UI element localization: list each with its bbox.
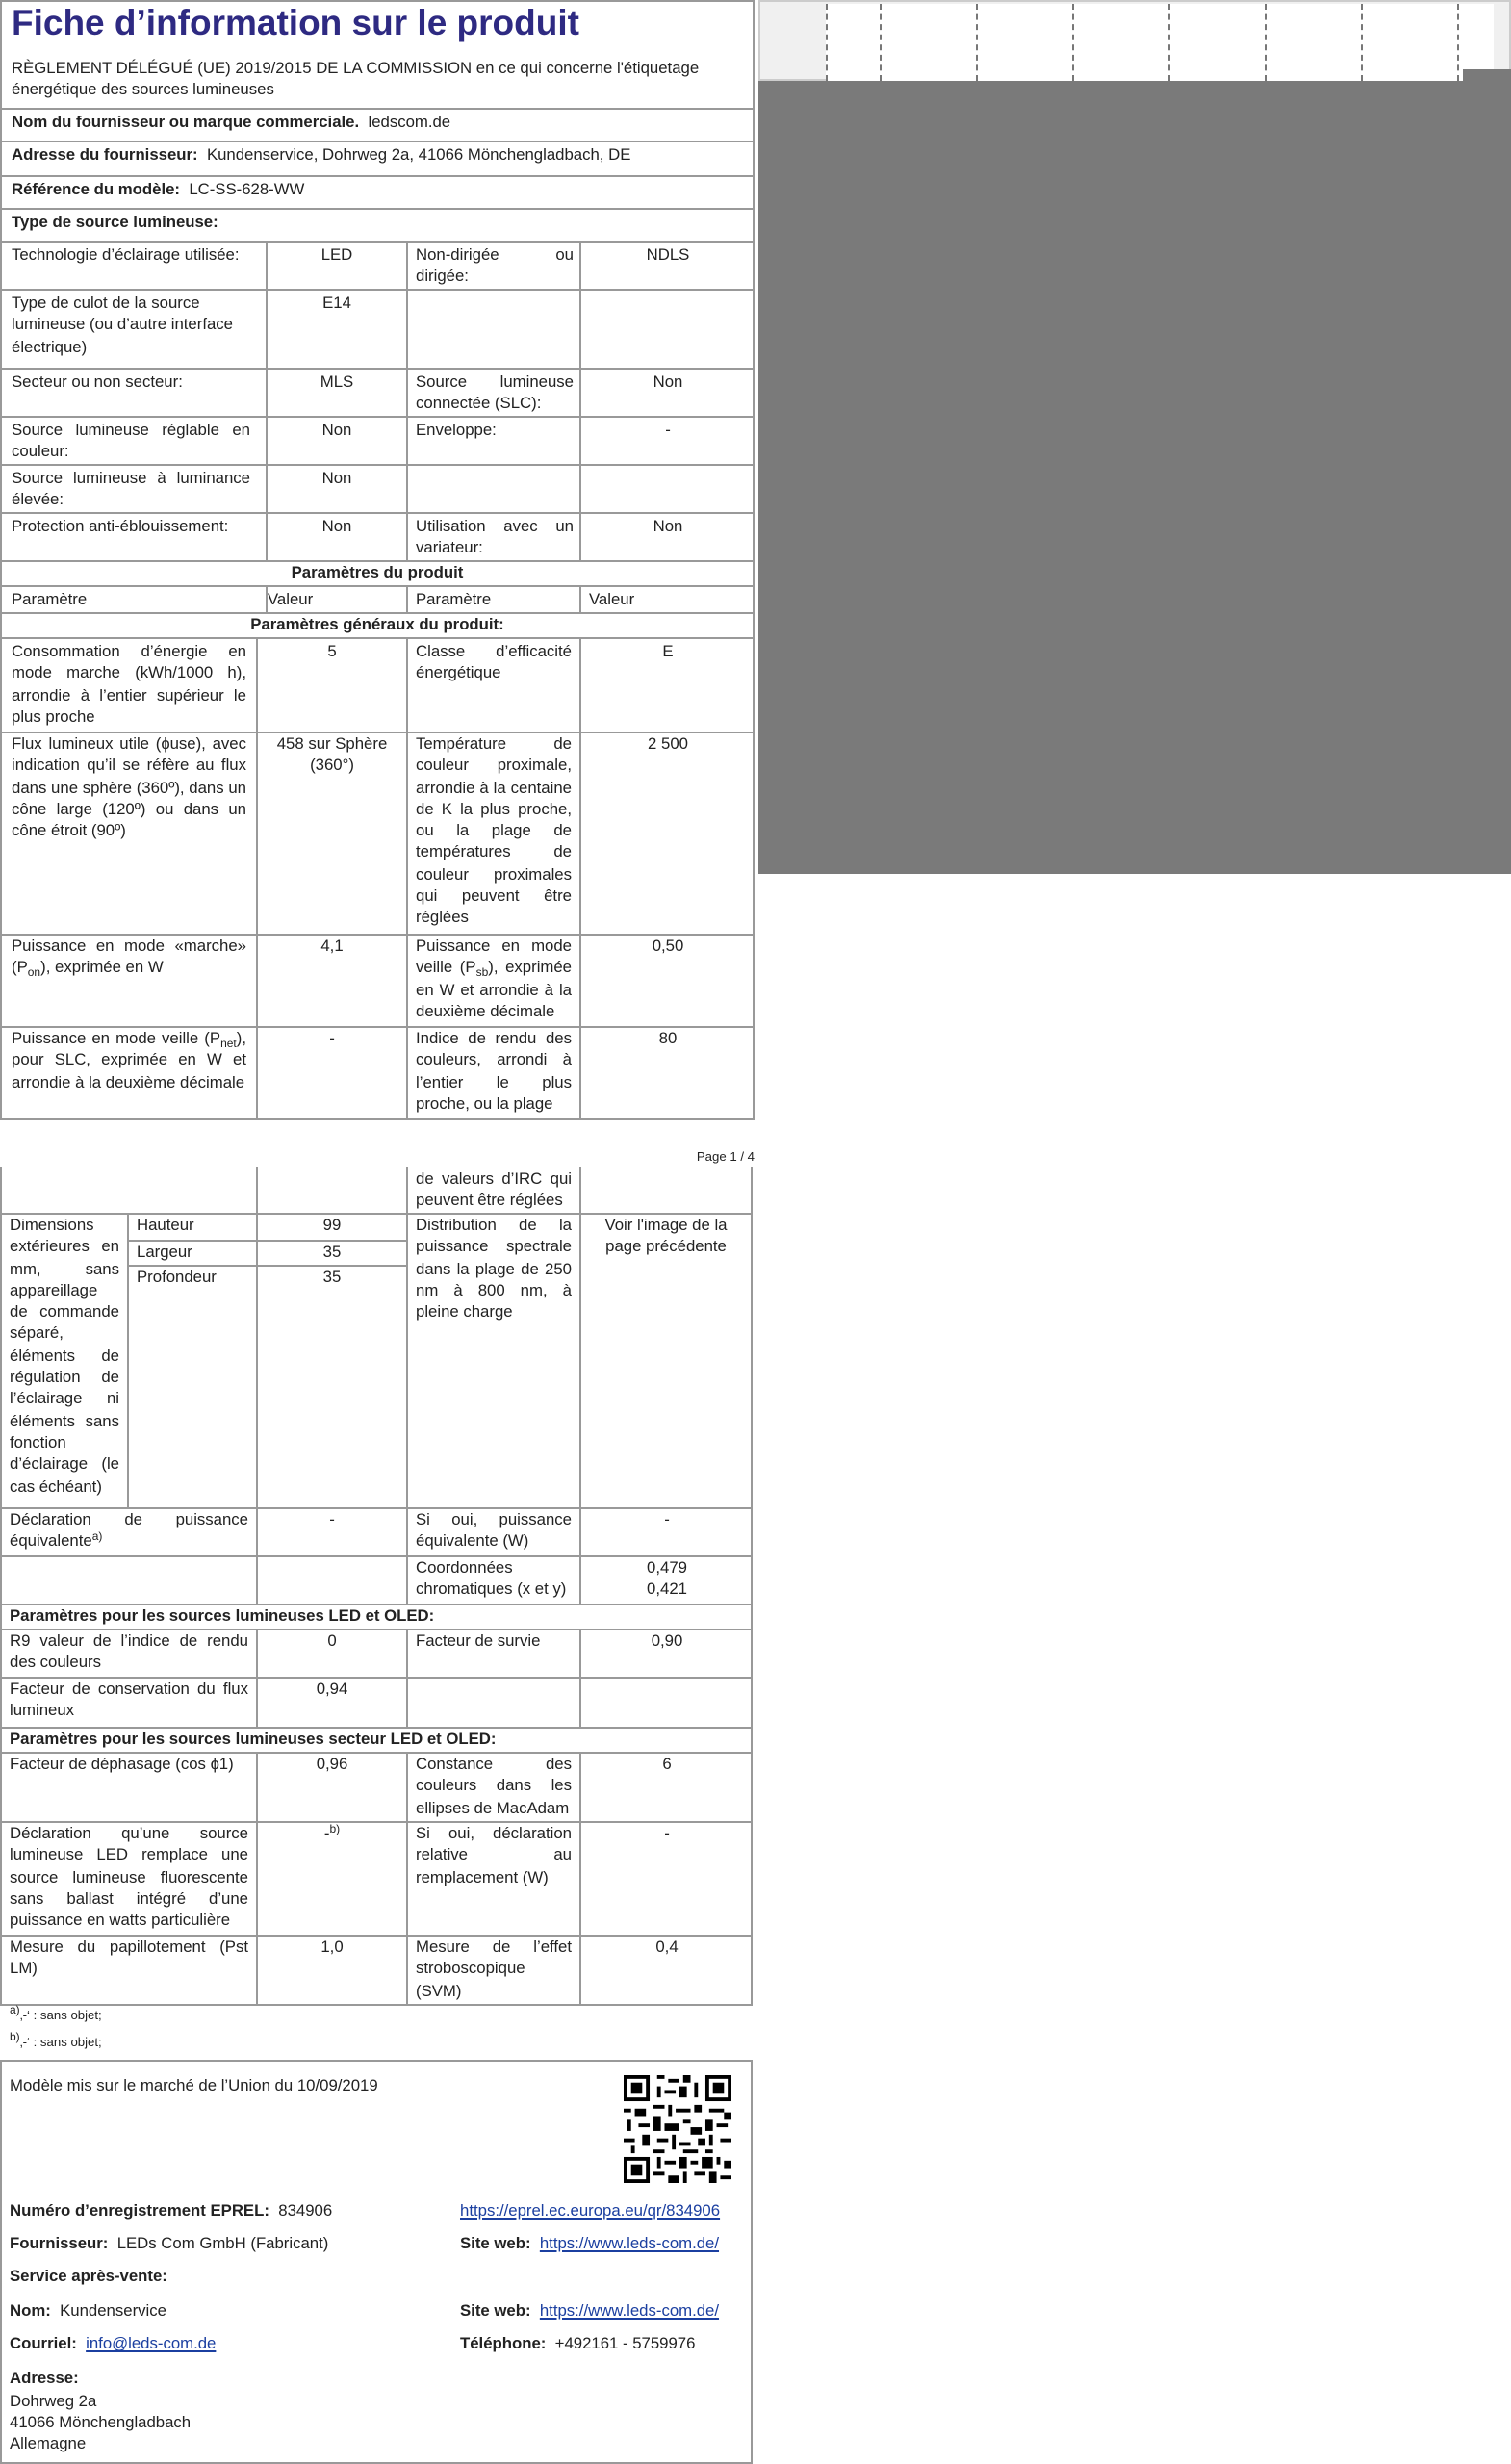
- chroma-label: Coordonnées chromatiques (x et y): [416, 1557, 567, 1599]
- tech-label: Technologie d’éclairage utilisée:: [12, 244, 240, 264]
- replace-if-value: -: [664, 1823, 670, 1842]
- macadam-value: 6: [662, 1754, 672, 1773]
- on-power-label: Puissance en mode «marche» $(P_{on})$, exprimée en W: [12, 936, 246, 981]
- general-params-heading: Paramètres généraux du produit:: [250, 614, 504, 633]
- phone-row: Téléphone: +492161 - 5759976: [460, 2333, 696, 2352]
- maintenance-value: 0,94: [316, 1679, 348, 1698]
- replace-if-label: Si oui, déclaration relative au remplacement (W): [416, 1823, 572, 1886]
- equivalent-if-yes-label: Si oui, puissance équivalente (W): [416, 1509, 572, 1551]
- cct-label: Température de couleur proximale, arrondie à la centaine de K la plus proche, ou la plage de températures de couleur proximales qui peuvent être réglées: [416, 733, 572, 927]
- replace-value: -$^{b)}$: [323, 1823, 341, 1842]
- address-line-1: Dohrweg 2a: [10, 2391, 97, 2410]
- standby-label: Puissance en mode veille $(P_{sb})$, exprimée en W et arrondie à la deuxième décimale: [416, 936, 572, 1020]
- cri-label-part2: de valeurs d’IRC qui peuvent être réglées: [416, 1168, 572, 1210]
- email-link[interactable]: info@leds-com.de: [86, 2333, 217, 2352]
- cap-value: E14: [322, 293, 351, 312]
- stroboscopic-value: 0,4: [655, 1937, 679, 1956]
- colour-tunable-value: Non: [321, 420, 352, 439]
- anti-glare-value: Non: [321, 516, 352, 535]
- spectrum-grid-area: [826, 4, 1494, 81]
- standby-value: 0,50: [652, 936, 684, 955]
- model-reference-row: Référence du modèle: LC-SS-628-WW: [12, 179, 305, 198]
- equivalent-if-yes-value: -: [664, 1509, 670, 1528]
- col-param-2: Paramètre: [416, 589, 492, 608]
- qr-code-icon[interactable]: [624, 2075, 731, 2183]
- stroboscopic-label: Mesure de l’effet stroboscopique (SVM): [416, 1937, 572, 2000]
- dimensions-label: Dimensions extérieures en mm, sans appareillage de commande séparé, éléments de régulation de l’éclairage ni éléments sans fonction d’éclairage (le cas échéant): [10, 1215, 119, 1496]
- address-line-3: Allemagne: [10, 2433, 87, 2452]
- cri-value: 80: [658, 1028, 678, 1047]
- anti-glare-label: Protection anti-éblouissement:: [12, 516, 229, 535]
- light-source-type-heading: Type de source lumineuse:: [12, 212, 218, 231]
- cos-label: Facteur de déphasage (cos ɸ1): [10, 1754, 234, 1773]
- macadam-label: Constance des couleurs dans les ellipses de MacAdam: [416, 1754, 572, 1817]
- spd-value: Voir l'image de la page précédente: [604, 1215, 728, 1256]
- address-heading: Adresse:: [10, 2368, 79, 2387]
- regulation-text: RÈGLEMENT DÉLÉGUÉ (UE) 2019/2015 DE LA COMMISSION en ce qui concerne l'étiquetage énergétique des sources lumineuses: [12, 58, 700, 99]
- survival-value: 0,90: [651, 1630, 683, 1650]
- chroma-y: 0,421: [647, 1578, 687, 1598]
- flux-label: Flux lumineux utile (ɸuse), avec indication qu’il se réfère au flux dans une sphère (360º), dans un cône large (120º) ou dans un cône étroit (90º): [12, 733, 246, 840]
- cos-value: 0,96: [316, 1754, 348, 1773]
- colour-tunable-label: Source lumineuse réglable en couleur:: [12, 420, 250, 461]
- eprel-link[interactable]: https://eprel.ec.europa.eu/qr/834906: [460, 2200, 721, 2220]
- survival-label: Facteur de survie: [416, 1630, 541, 1650]
- depth-label: Profondeur: [137, 1267, 217, 1286]
- supplier-row: Fournisseur: LEDs Com GmbH (Fabricant): [10, 2233, 329, 2252]
- cct-value: 2 500: [648, 733, 688, 753]
- flicker-value: 1,0: [320, 1937, 344, 1956]
- width-value: 35: [322, 1242, 342, 1261]
- width-label: Largeur: [137, 1242, 192, 1261]
- eprel-row: Numéro d’enregistrement EPREL: 834906: [10, 2200, 333, 2220]
- cap-label: Type de culot de la source lumineuse (ou d’autre interface électrique): [12, 293, 233, 356]
- efficiency-label: Classe d’efficacité énergétique: [416, 641, 572, 682]
- market-text: Modèle mis sur le marché de l’Union du 10/09/2019: [10, 2075, 378, 2094]
- supplier-name-row: Nom du fournisseur ou marque commerciale. ledscom.de: [12, 112, 451, 131]
- website-row: Site web: https://www.leds-com.de/: [460, 2233, 720, 2252]
- equivalent-label: Déclaration de puissance équivalente$^{a)}$: [10, 1509, 248, 1551]
- service-website-row: Site web: https://www.leds-com.de/: [460, 2300, 720, 2320]
- col-param-1: Paramètre: [12, 589, 88, 608]
- maintenance-label: Facteur de conservation du flux lumineux: [10, 1679, 248, 1720]
- address-line-2: 41066 Mönchengladbach: [10, 2412, 192, 2431]
- page-title: Fiche d’information sur le produit: [12, 2, 579, 42]
- height-label: Hauteur: [137, 1215, 194, 1234]
- flicker-label: Mesure du papillotement (Pst LM): [10, 1937, 248, 1978]
- r9-value: 0: [327, 1630, 337, 1650]
- tech-value: LED: [320, 244, 353, 264]
- r9-label: R9 valeur de l’indice de rendu des couleurs: [10, 1630, 248, 1672]
- dimmable-label: Utilisation avec un variateur:: [416, 516, 574, 557]
- dimmable-value: Non: [653, 516, 683, 535]
- product-params-heading: Paramètres du produit: [291, 562, 464, 581]
- consumption-label: Consommation d’énergie en mode marche (kWh/1000 h), arrondie à l’entier supérieur le plus proche: [12, 641, 246, 726]
- on-power-value: 4,1: [320, 936, 344, 955]
- col-value-1: Valeur: [268, 589, 314, 608]
- col-value-2: Valeur: [589, 589, 635, 608]
- service-heading: Service après-vente:: [10, 2266, 167, 2285]
- spd-label: Distribution de la puissance spectrale dans la plage de 250 nm à 800 nm, à pleine charge: [416, 1215, 572, 1322]
- directional-value: NDLS: [646, 244, 690, 264]
- spectrum-image-placeholder: [758, 81, 1511, 874]
- flux-value: 458 sur Sphère (360°): [276, 733, 388, 775]
- efficiency-value: E: [662, 641, 674, 660]
- page-number: Page 1 / 4: [696, 1151, 755, 1165]
- connected-value: Non: [653, 372, 683, 391]
- directional-label: Non-dirigée ou dirigée:: [416, 244, 574, 286]
- net-standby-label: Puissance en mode veille $(P_{net})$, pour SLC, exprimée en W et arrondie à la deuxième décimale: [12, 1028, 246, 1091]
- email-row: Courriel: info@leds-com.de: [10, 2333, 217, 2352]
- high-luminance-label: Source lumineuse à luminance élevée:: [12, 468, 250, 509]
- mains-label: Secteur ou non secteur:: [12, 372, 183, 391]
- service-website-link[interactable]: https://www.leds-com.de/: [539, 2300, 720, 2320]
- led-oled-heading: Paramètres pour les sources lumineuses LED et OLED:: [10, 1605, 435, 1625]
- replace-label: Déclaration qu’une source lumineuse LED remplace une source lumineuse fluorescente sans ballast intégré d’une puissance en watts particulière: [10, 1823, 248, 1930]
- envelope-value: -: [665, 420, 671, 439]
- high-luminance-value: Non: [321, 468, 352, 487]
- cri-label-part1: Indice de rendu des couleurs, arrondi à l’entier le plus proche, ou la plage: [416, 1028, 572, 1113]
- net-standby-value: -: [329, 1028, 335, 1047]
- website-link[interactable]: https://www.leds-com.de/: [539, 2233, 720, 2252]
- service-name-row: Nom: Kundenservice: [10, 2300, 166, 2320]
- connected-label: Source lumineuse connectée (SLC):: [416, 372, 574, 413]
- consumption-value: 5: [327, 641, 337, 660]
- equivalent-value: -: [329, 1509, 335, 1528]
- chroma-x: 0,479: [647, 1557, 687, 1577]
- footnote-a: $^{a)}$‚-‘ : sans objet;: [10, 2006, 102, 2023]
- envelope-label: Enveloppe:: [416, 420, 497, 439]
- depth-value: 35: [322, 1267, 342, 1286]
- height-value: 99: [322, 1215, 342, 1234]
- supplier-address-row: Adresse du fournisseur: Kundenservice, Dohrweg 2a, 41066 Mönchengladbach, DE: [12, 144, 631, 164]
- mains-value: MLS: [320, 372, 354, 391]
- footnote-b: $^{b)}$‚-‘ : sans objet;: [10, 2033, 102, 2050]
- mains-led-heading: Paramètres pour les sources lumineuses secteur LED et OLED:: [10, 1729, 497, 1748]
